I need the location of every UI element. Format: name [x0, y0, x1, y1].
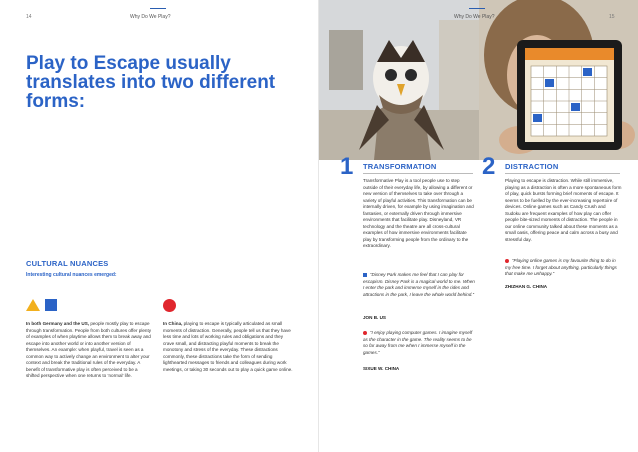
quote-disney — [363, 272, 475, 298]
quote-computer-games — [363, 330, 475, 356]
body-lead-china: In China, — [163, 321, 183, 326]
quote-disney-text: “Disney Park makes me feel that I can play for escapism. Disney Park is a magical world to me. When I enter the park and immerse myself in the rides and attractions in the park, I leave the whole world behind.” — [363, 272, 475, 297]
body-column-china — [163, 321, 293, 373]
circle-bullet-icon — [363, 331, 367, 335]
column-number-1: 1 — [340, 153, 354, 180]
circle-bullet-icon — [505, 259, 509, 263]
quote-online-games — [505, 258, 622, 278]
square-icon — [45, 299, 57, 311]
body-column-germany-us — [26, 321, 152, 380]
section-title: CULTURAL NUANCES — [26, 259, 109, 268]
quote-online-games-text: “Playing online games is my favourite thing to do in my free time. I forget about anything, particularly things that make me unhappy.” — [505, 258, 617, 276]
header-rule — [469, 8, 485, 9]
column-number-2: 2 — [482, 153, 496, 180]
square-bullet-icon — [363, 273, 367, 277]
page-title: Play to Escape usually translates into two different forms: — [26, 53, 276, 112]
quote-computer-games-author: SIXUE W. CHINA — [363, 366, 400, 371]
body-text-china: playing to escape is typically articulated as small moments of distraction. Generally, people tell us that they have less time and lots of working rules and obligations and they crave small, and distracting playful moments to break the monotony and stress of the everyday. These distractions commonly, these distractions take the form of sending lighthearted messages to friends and colleagues during work meetings, or taking 30 seconds out to play a quick game online. — [163, 321, 293, 372]
tablet-photo — [479, 0, 638, 160]
column-rule — [505, 173, 620, 174]
quote-disney-author: JON B. US — [363, 315, 386, 320]
running-header-right: Why Do We Play? — [454, 14, 495, 20]
running-header-left: Why Do We Play? — [130, 14, 171, 20]
section-subtitle: Interesting cultural nuances emerged: — [26, 272, 117, 278]
body-lead-germany-us: In both Germany and the US, — [26, 321, 90, 326]
page-number-left: 14 — [26, 14, 32, 20]
right-page — [319, 0, 638, 452]
owl-mask-photo — [319, 0, 479, 160]
page-number-right: 15 — [609, 14, 615, 20]
column-title-distraction: DISTRACTION — [505, 162, 559, 171]
quote-online-games-author: ZHIZHAN G. CHINA — [505, 284, 548, 289]
quote-computer-games-text: “I enjoy playing computer games. I imagine myself as the character in the game. The reality seems to be so far away from me when I immerse myself in the games.” — [363, 330, 473, 355]
body-text-germany-us: people mostly play to escape through transformation. People from both cultures offer plenty of examples of when playtime allows them to break away and escape into another world or into another version of themselves. An example: when playful, travel is seen as a common way to actively change an environment to alter your context and break the traditional rules of the everyday. A benefit of transformative play is often perceived to be a shifted perspective when one returns to ‘normal’ life. — [26, 321, 152, 378]
transformation-text: Transformative Play is a tool people use to step outside of their everyday life, by allowing a different or new version of themselves to take over through a variety of playful activities. This transformation can be internally driven, for example by using imagination and fantasies, or externally driven through immersive environments that facilitate play. Disneyland, VR technology and the theatre are all cross-cultural examples of how immersive environments facilitate play by transforming people from the ordinary to the extraordinary. — [363, 178, 474, 248]
circle-icon — [163, 299, 176, 312]
distraction-text: Playing to escape is distraction. While still immersive, playing as a distraction is often a more spontaneous form of play, quick bursts forming brief moments of escape. It seems to be fuelled by the ever-increasing repertoire of devices. Online games such as Candy Crush and Sudoku are frequent examples of how play can offer people bite-sized moments of distraction. The people in our online community talked about these moments as a small oasis, offering peace and calm across a busy and stressful day. — [505, 178, 622, 242]
triangle-icon — [26, 299, 40, 311]
column-title-transformation: TRANSFORMATION — [363, 162, 437, 171]
header-rule — [150, 8, 166, 9]
column-rule — [363, 173, 473, 174]
